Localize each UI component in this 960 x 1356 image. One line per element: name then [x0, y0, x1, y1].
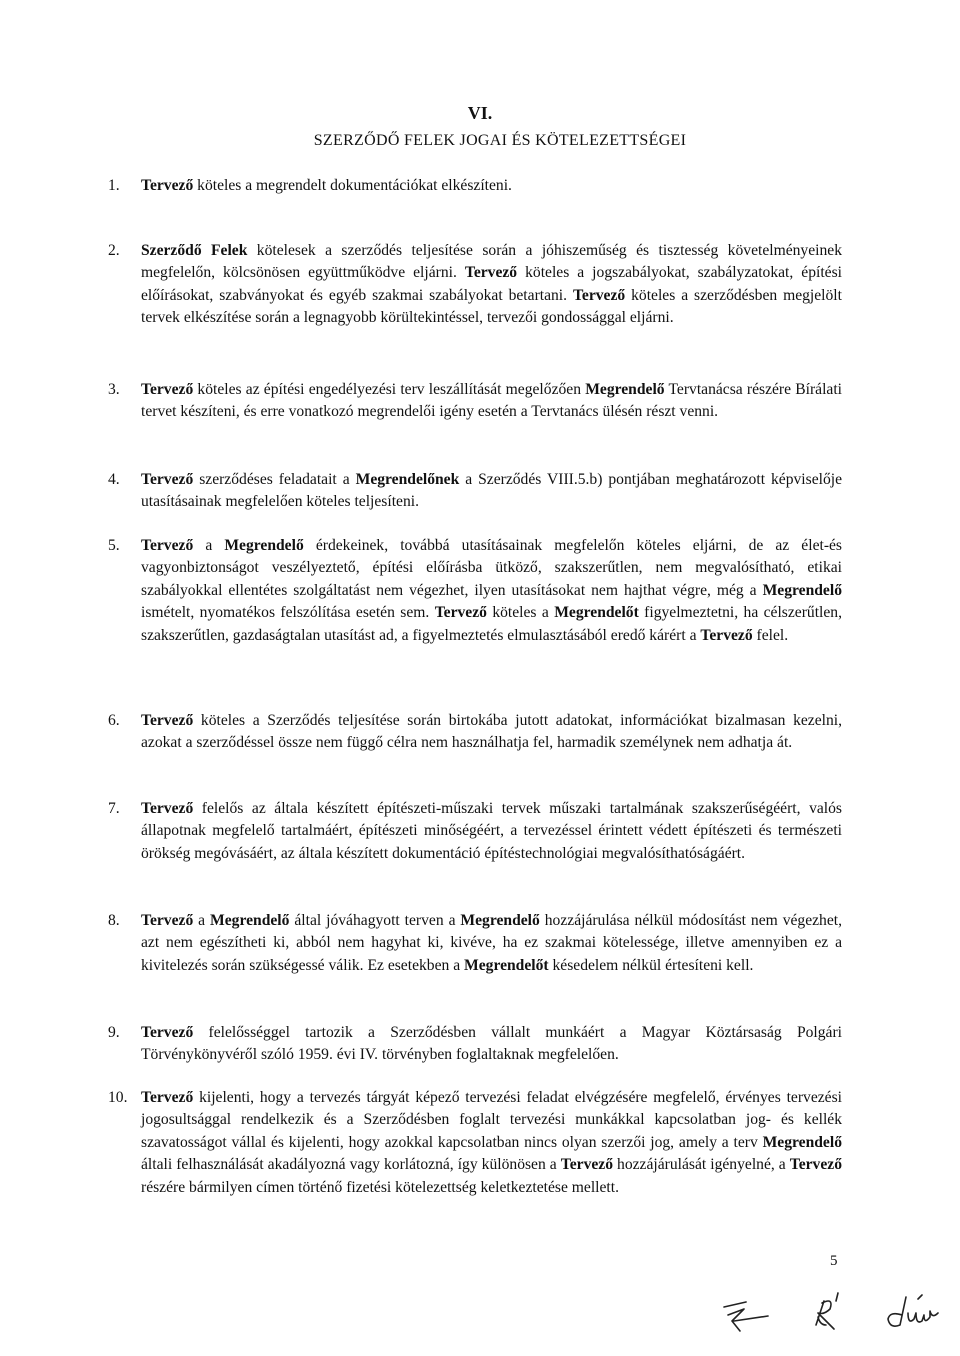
clause-text [141, 910, 842, 977]
clause-2 [108, 240, 842, 330]
party-name-bold: Megrendelő [460, 912, 540, 929]
clause-text-run: szerződéses feladatait a [193, 471, 356, 488]
clause-3 [108, 379, 842, 424]
clause-number: 1. [108, 177, 120, 194]
clause-4 [108, 469, 842, 514]
party-name-bold: Megrendelőt [464, 956, 549, 974]
clause-text-run: a Szerződés VIII.5.b) pontjában meghatározott képviselője utasításainak megfelelően köteles teljesíteni. [141, 471, 842, 511]
party-name-bold: Tervező [789, 1156, 842, 1174]
section-heading-text: SZERZŐDŐ FELEK JOGAI ÉS KÖTELEZETTSÉGEI [313, 132, 687, 149]
clause-9 [108, 1022, 842, 1067]
clause-number: 4. [108, 471, 120, 488]
clause-text-run: a [193, 537, 225, 554]
clause-text [141, 710, 842, 755]
clause-text-run: késedelem nélkül értesíteni kell. [548, 956, 754, 974]
initials-signatures [720, 1285, 940, 1345]
clause-8 [108, 910, 842, 977]
clause-number: 5. [108, 537, 120, 554]
party-name-bold: Tervező [141, 471, 194, 488]
initial-signature-3 [888, 1295, 938, 1326]
clause-number: 9. [108, 1024, 120, 1041]
clause-text [141, 535, 842, 647]
clause-text-run: érdekeinek, továbbá utasításainak megfelelőn köteles eljárni, de az élet-és vagyonbiztonságot veszélyeztető, építési előírásba ütköző, szakszerűtlen, nem megvalósítható, etikai szabályokkal ellentétes szolgáltatást nem végezhet, ilyen utasításokat nem hajthat végre, még a [141, 537, 843, 599]
party-name-bold: Tervező [141, 381, 194, 398]
clause-10 [108, 1087, 842, 1199]
clause-text-run: köteles a Szerződés teljesítése során birtokába jutott adatokat, információkat bizalmasan kezelni, azokat a szerződéssel össze nem függő célra nem használhatja fel, harmadik személynek nem adhatja át. [141, 712, 842, 752]
clause-text [141, 469, 842, 514]
party-name-bold: Megrendelőt [554, 604, 639, 622]
initial-signature-2 [816, 1293, 838, 1329]
clause-text-run: által jóváhagyott terven a [289, 912, 461, 929]
party-name-bold: Tervező [434, 604, 487, 622]
party-name-bold: Tervező [464, 264, 518, 282]
party-name-bold: Tervező [700, 626, 753, 644]
party-name-bold: Megrendelő [762, 1133, 842, 1151]
clause-text-run: köteles az építési engedélyezési terv leszállítását megelőzően [193, 381, 586, 398]
clause-text [141, 379, 842, 424]
clause-text-run: a [193, 912, 211, 929]
clause-number: 7. [108, 800, 120, 817]
clause-text-run: Tervtanácsa részére Bírálati tervet készíteni, és erre vonatkozó megrendelői igény esetén a Tervtanács ülésén részt venni. [141, 381, 842, 421]
party-name-bold: Tervező [141, 177, 194, 194]
clause-text-run: felel. [752, 626, 789, 644]
party-name-bold: Tervező [572, 286, 626, 304]
party-name-bold: Tervező [141, 1024, 194, 1041]
party-name-bold: Tervező [560, 1156, 614, 1174]
clause-text-run: ismételt, nyomatékos felszólítása esetén sem. [141, 604, 435, 622]
clause-text-run: figyelmeztetni, ha célszerűtlen, szakszerűtlen, gazdaságtalan utasítást ad, a figyelmeztetés elmulasztásából eredő kárért a [141, 604, 842, 644]
party-name-bold: Tervező [141, 800, 194, 817]
clause-text-run: kötelesek a szerződés teljesítése során a jóhiszeműség és tisztesség követelményeinek megfelelőn, kölcsönösen együttműködve eljárni. [141, 242, 842, 282]
clause-text-run: kijelenti, hogy a tervezés tárgyát képező tervezési feladat elvégzésére megfelelő, érvényes tervezési jogosultsággal rendelkezik és a Szerződésben foglalt tervezési munkákkal kapcsolatban jog- és kellék szavatosságot vállal és kijelenti, hogy azokkal kapcsolatban nincs olyan szerzői jog, amely a terv [141, 1089, 842, 1151]
page-number: 5 [830, 1253, 838, 1269]
clause-text [141, 1022, 842, 1067]
clause-text-run: köteles a jogszabályokat, szabályzatokat, építési előírásokat, szabványokat és egyéb szakmai szabályokat betartani. [141, 264, 842, 304]
party-name-bold: Megrendelő [210, 912, 290, 929]
clause-6 [108, 710, 842, 755]
clause-text-run: hozzájárulása nélkül módosítást nem végezhet, azt nem egészítheti ki, abból nem hagyhat ki, kivéve, ha ez szakmai kötelessége, illetve amennyiben ez a kivitelezés során szükségessé válik. Ez esetekben a [141, 912, 843, 974]
initial-signature-1 [724, 1302, 768, 1331]
party-name-bold: Tervező [141, 712, 194, 729]
clause-7 [108, 798, 842, 865]
party-name-bold: Tervező [141, 537, 194, 554]
party-name-bold: Megrendelőnek [355, 471, 460, 488]
clause-text [141, 240, 842, 330]
party-name-bold: Tervező [141, 912, 194, 929]
party-name-bold: Megrendelő [585, 381, 665, 398]
clause-text-run: hozzájárulását igényelné, a [613, 1156, 790, 1174]
clause-1 [108, 175, 842, 197]
clause-text [141, 1087, 842, 1199]
clause-number: 10. [108, 1089, 128, 1106]
clause-text-run: általi felhasználását akadályozná vagy korlátozná, így különösen a [141, 1156, 561, 1174]
party-name-bold: Szerződő Felek [141, 242, 248, 259]
clause-number: 8. [108, 912, 120, 929]
clause-text-run: felelős az általa készített építészeti-műszaki tervek műszaki tartalmának szakszerűségéért, valós állapotnak megfelelő tartalmáért, építészeti minőségéért, a tervezéssel érintett védett építészeti és természeti örökség megóvásáért, az általa készített dokumentáció építéstechnológiai megvalósíthatóságáért. [141, 800, 842, 862]
party-name-bold: Megrendelő [762, 581, 842, 599]
section-heading [120, 132, 880, 150]
clause-text-run: felelősséggel tartozik a Szerződésben vállalt munkáért a Magyar Köztársaság Polgári Törvénykönyvéről szóló 1959. évi IV. törvényben foglaltaknak megfelelően. [141, 1024, 842, 1064]
clause-text-run: köteles a megrendelt dokumentációkat elkészíteni. [193, 177, 512, 194]
clause-number: 2. [108, 242, 120, 259]
clause-text-run: köteles a [486, 604, 555, 622]
clause-text-run: részére bármilyen címen történő fizetési kötelezettség keletkeztetése mellett. [141, 1178, 619, 1196]
clause-text-run: köteles a szerződésben megjelölt tervek elkészítése során a legnagyobb körültekintéssel, tervezői gondossággal eljárni. [141, 286, 842, 327]
clause-number: 6. [108, 712, 120, 729]
party-name-bold: Tervező [141, 1089, 194, 1106]
clause-text [141, 175, 842, 197]
clause-number: 3. [108, 381, 120, 398]
chapter-number: VI. [467, 103, 493, 123]
clause-5 [108, 535, 842, 647]
clause-text [141, 798, 842, 865]
party-name-bold: Megrendelő [224, 537, 304, 554]
